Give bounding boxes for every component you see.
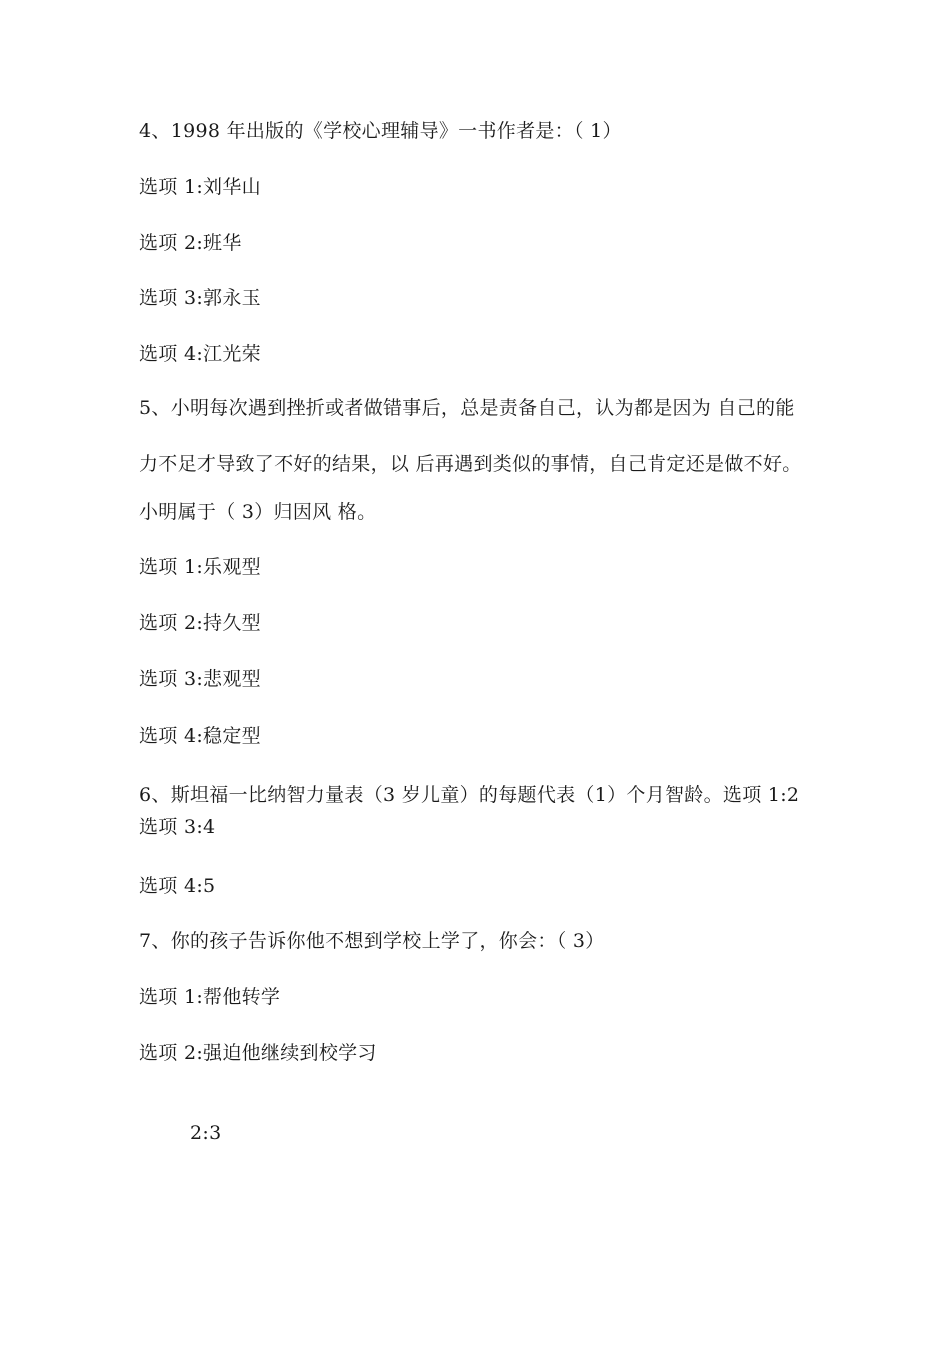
- q5-option-1: 选项 1:乐观型: [139, 556, 261, 578]
- text-fragment: 2:3: [190, 1122, 222, 1144]
- q4-option-1: 选项 1:刘华山: [139, 176, 261, 198]
- question-5-line-2: 力不足才导致了不好的结果，以 后再遇到类似的事情，自己肯定还是做不好。: [139, 453, 802, 475]
- question-6: 6、斯坦福一比纳智力量表（3 岁儿童）的每题代表（1）个月智龄。选项 1:2: [139, 784, 800, 806]
- q4-option-3: 选项 3:郭永玉: [139, 287, 261, 309]
- question-4: 4、1998 年出版的《学校心理辅导》一书作者是：（ 1）: [139, 120, 622, 142]
- q4-option-4: 选项 4:江光荣: [139, 343, 261, 365]
- q6-option-3: 选项 3:4: [139, 816, 216, 838]
- q4-option-2: 选项 2:班华: [139, 232, 242, 254]
- question-5-line-3: 小明属于（ 3）归因风 格。: [139, 501, 377, 523]
- q7-option-2: 选项 2:强迫他继续到校学习: [139, 1042, 377, 1064]
- q5-option-4: 选项 4:稳定型: [139, 725, 261, 747]
- q7-option-1: 选项 1:帮他转学: [139, 986, 281, 1008]
- question-7: 7、你的孩子告诉你他不想到学校上学了，你会：（ 3）: [139, 930, 605, 952]
- q6-option-4: 选项 4:5: [139, 875, 216, 897]
- q5-option-2: 选项 2:持久型: [139, 612, 261, 634]
- question-5-line-1: 5、小明每次遇到挫折或者做错事后，总是责备自己，认为都是因为 自己的能: [139, 397, 795, 419]
- q5-option-3: 选项 3:悲观型: [139, 668, 261, 690]
